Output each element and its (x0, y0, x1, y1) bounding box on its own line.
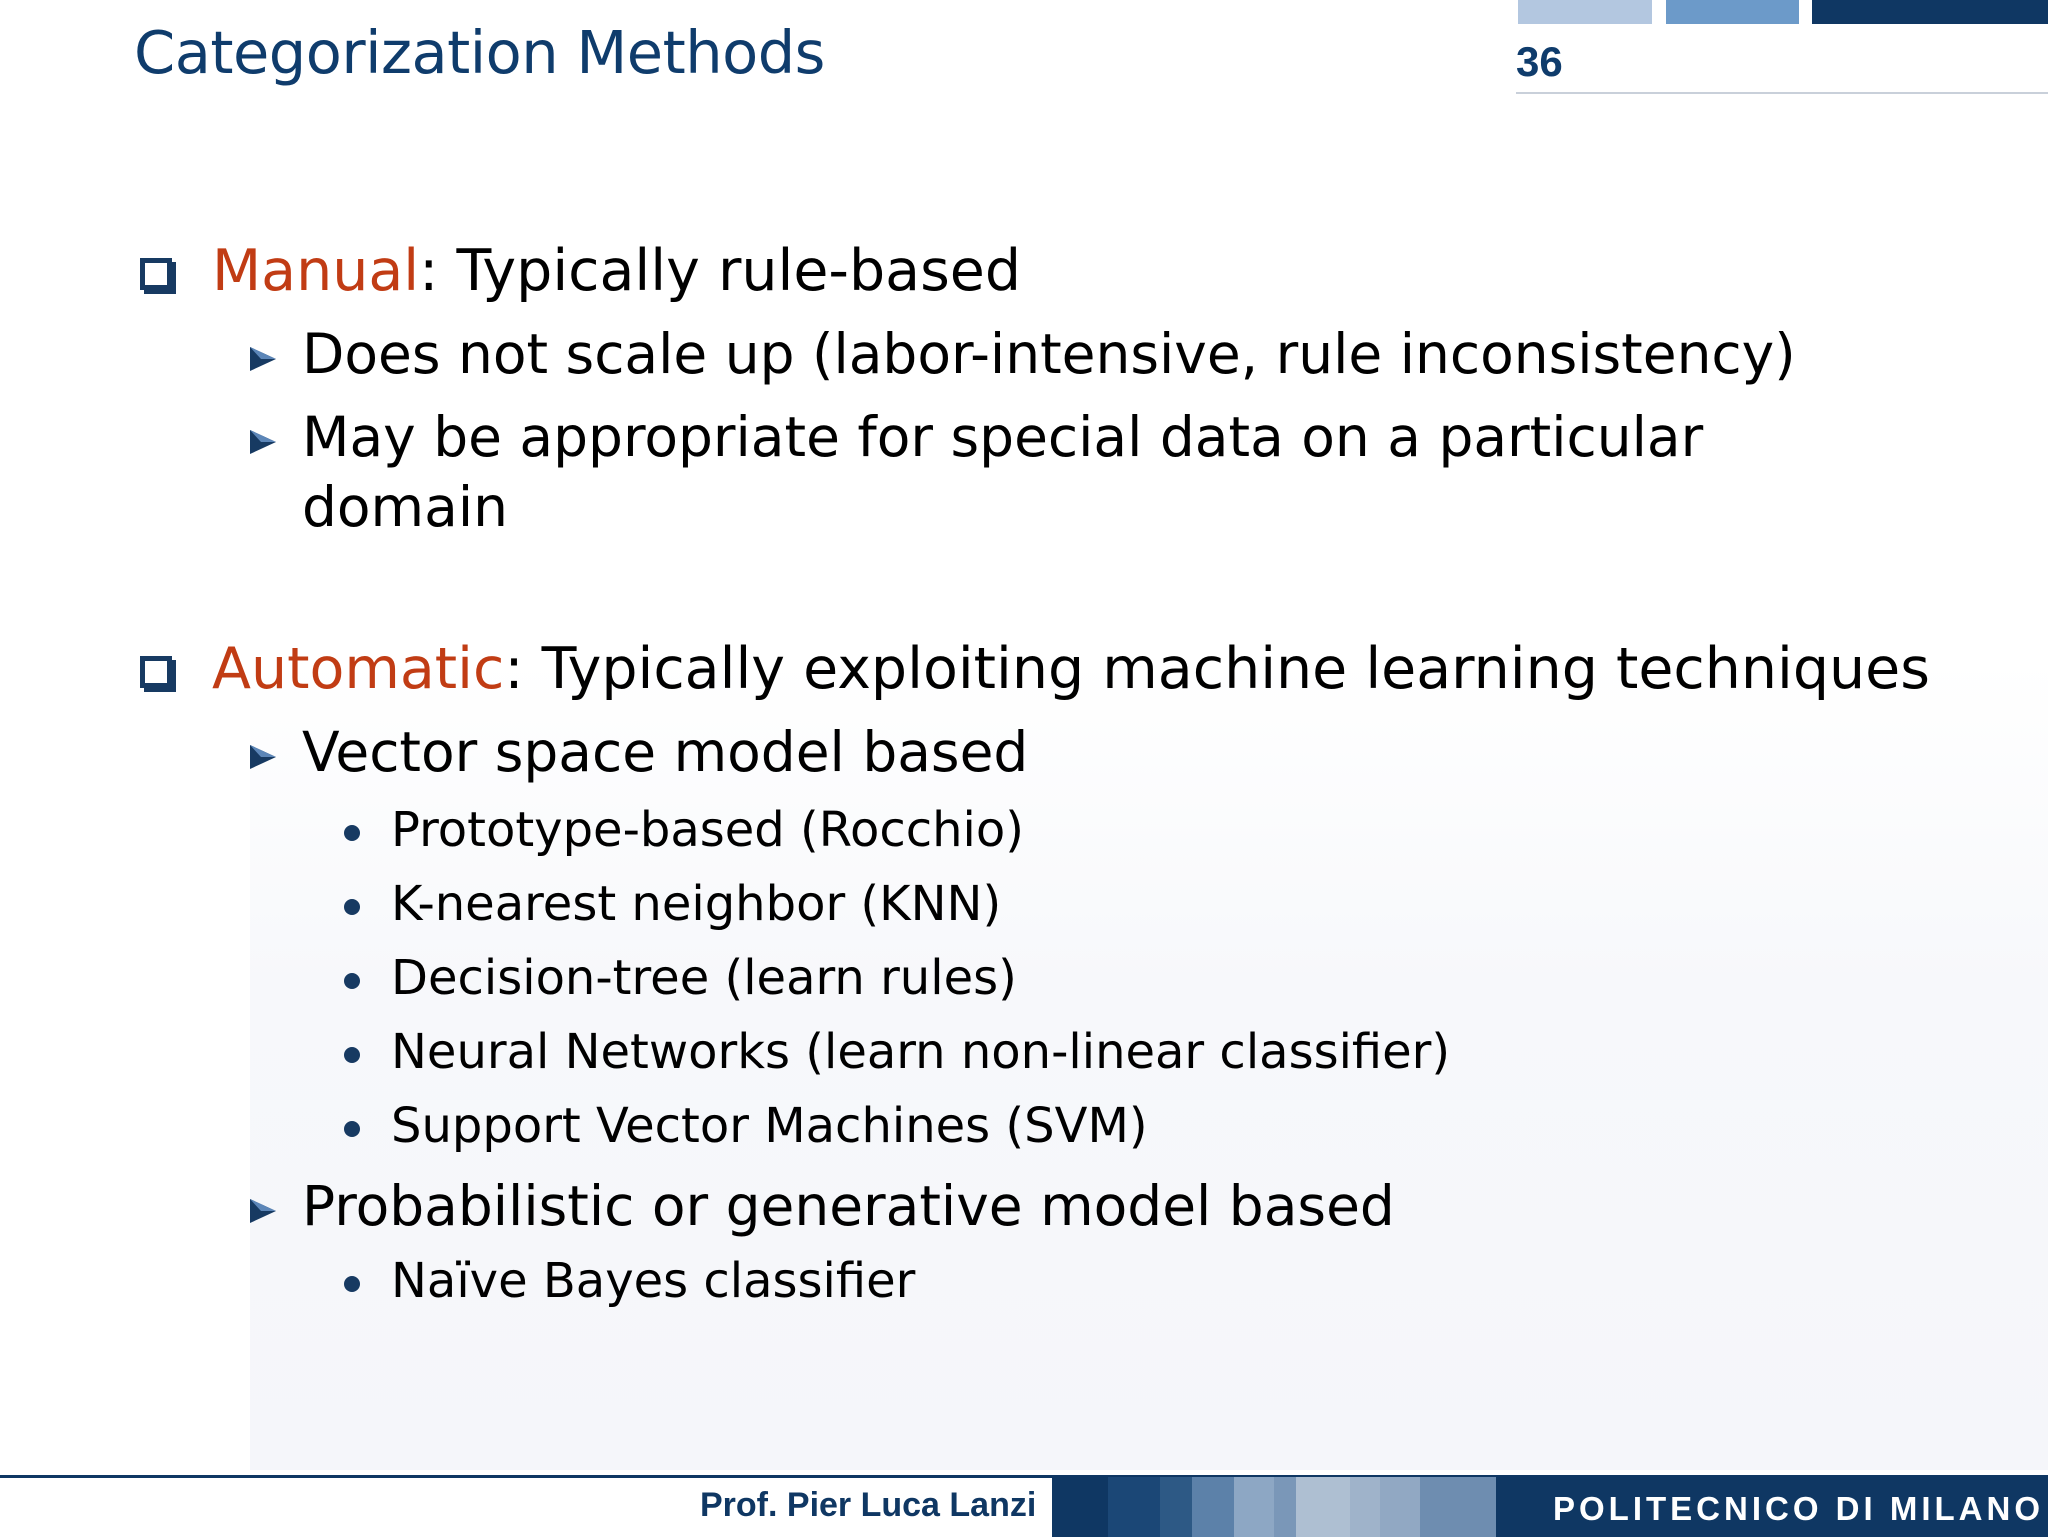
section-keyword: Automatic (212, 636, 505, 702)
footer-stripe (1296, 1477, 1350, 1537)
sub-list-item: Neural Networks (learn non-linear classifier) (391, 1024, 1451, 1080)
dot-icon (344, 1121, 360, 1137)
footer-author: Prof. Pier Luca Lanzi (700, 1486, 1037, 1524)
decor-bar (1666, 0, 1799, 24)
list-item: Does not scale up (labor-intensive, rule inconsistency) (302, 322, 1796, 386)
arrow-icon (248, 344, 278, 374)
list-item: Vector space model based (302, 720, 1029, 784)
footer-stripe (1108, 1477, 1160, 1537)
institution-name: POLITECNICO DI MILANO (1553, 1490, 2044, 1527)
section-heading-automatic (212, 636, 1930, 702)
section-rest: : Typically exploiting machine learning techniques (504, 636, 1930, 702)
footer-stripe (1420, 1477, 1496, 1537)
slide-title: Categorization Methods (134, 18, 825, 87)
footer-stripe (1052, 1477, 1108, 1537)
list-item-continuation: domain (302, 475, 508, 539)
dot-icon (344, 973, 360, 989)
page-number: 36 (1516, 38, 1563, 85)
section-heading-manual (212, 238, 1021, 304)
dot-icon (344, 825, 360, 841)
sub-list-item: Naïve Bayes classifier (391, 1253, 916, 1309)
list-item: Probabilistic or generative model based (302, 1174, 1395, 1238)
hollow-square-icon (140, 656, 172, 688)
footer-stripe (1192, 1477, 1234, 1537)
arrow-icon (248, 427, 278, 457)
decor-bar (1812, 0, 2048, 24)
header-divider (1516, 92, 2048, 94)
arrow-icon (248, 742, 278, 772)
footer-stripe (1380, 1477, 1420, 1537)
sub-list-item: Prototype-based (Rocchio) (391, 802, 1024, 858)
list-item: May be appropriate for special data on a particular (302, 405, 1704, 469)
footer-stripe (1350, 1477, 1380, 1537)
decor-bar (1518, 0, 1652, 24)
hollow-square-icon (140, 258, 172, 290)
dot-icon (344, 1276, 360, 1292)
arrow-icon (248, 1196, 278, 1226)
footer-stripe (1274, 1477, 1296, 1537)
section-rest: : Typically rule-based (419, 238, 1022, 304)
section-keyword: Manual (212, 238, 420, 304)
sub-list-item: Decision-tree (learn rules) (391, 950, 1017, 1006)
footer-stripe (1160, 1477, 1192, 1537)
sub-list-item: K-nearest neighbor (KNN) (391, 876, 1002, 932)
dot-icon (344, 1047, 360, 1063)
dot-icon (344, 899, 360, 915)
footer-stripe (1234, 1477, 1274, 1537)
sub-list-item: Support Vector Machines (SVM) (391, 1098, 1148, 1154)
